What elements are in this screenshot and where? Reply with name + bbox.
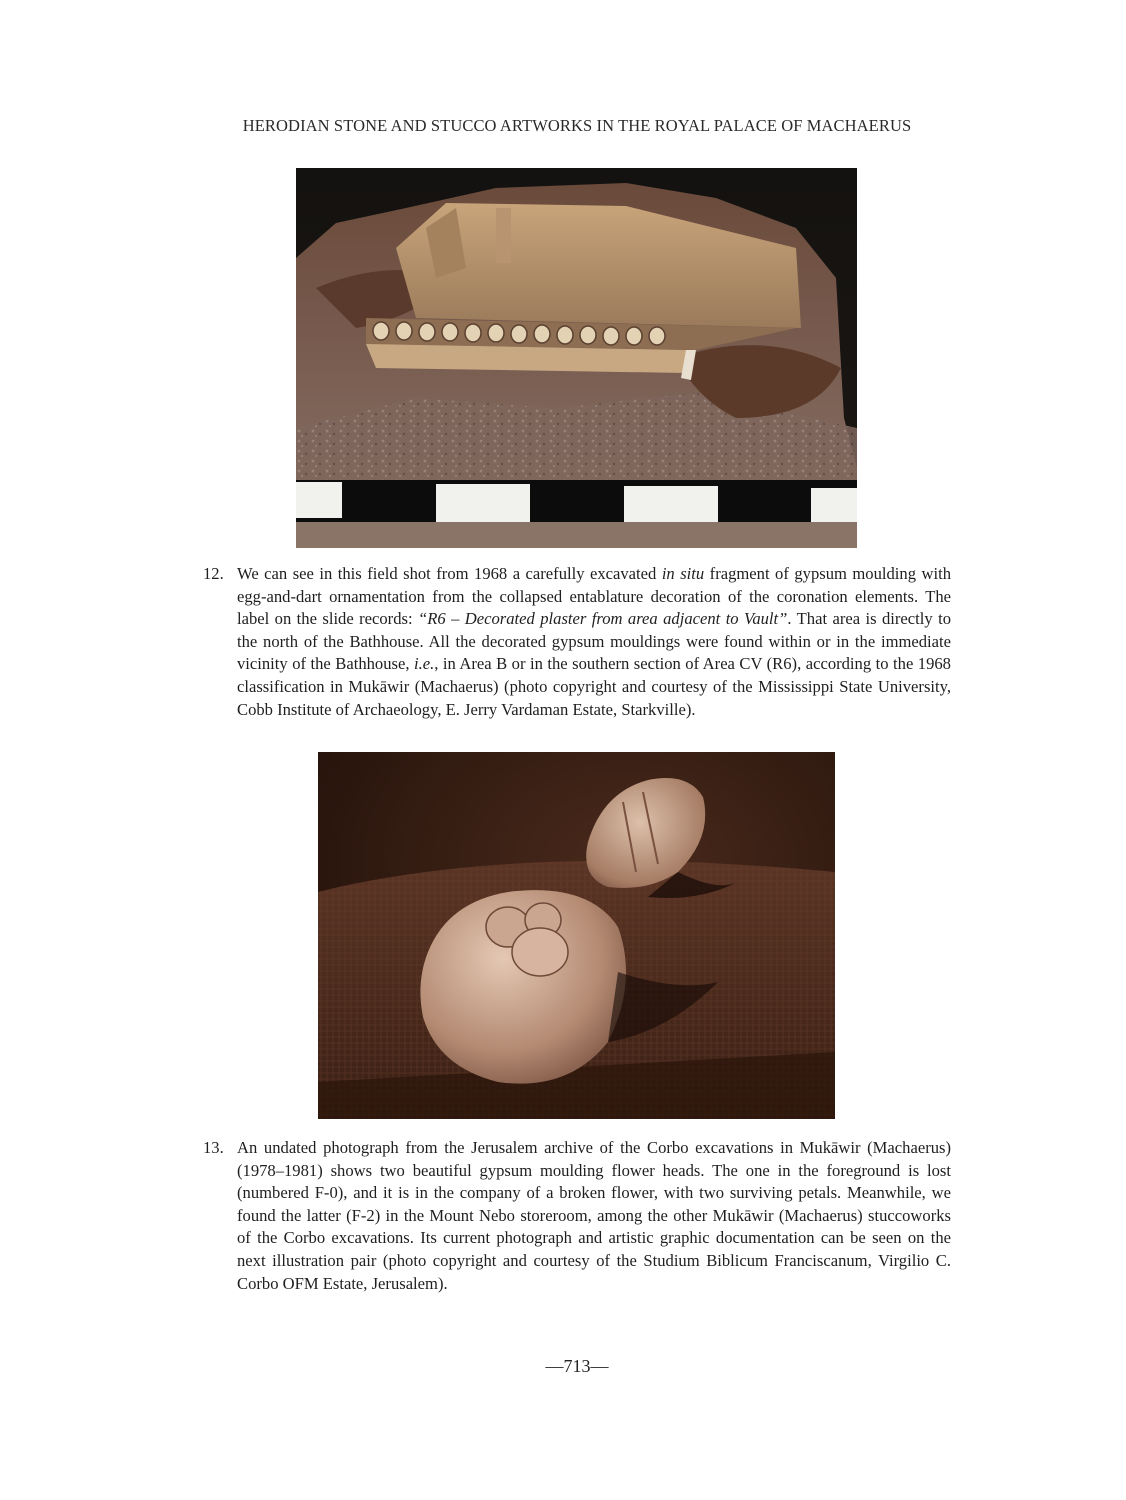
caption-text-segment: fragment of gypsum moulding with egg-and-dart ornamentation from the collapsed entablature decoration of the coronation elements. The label on the slide records: [237, 564, 952, 629]
caption-italic-term: i.e. [413, 654, 435, 674]
caption-text-segment: , in Area B or in the southern section of Area CV (R6), according to the 1968 classification in Mukāwir (Machaerus) (photo copyright and courtesy of the Mississippi State University, Cobb Institute of Archaeology, E. Jerry Vardaman Estate, Starkville). [237, 654, 951, 719]
caption-text-segment: . That area is directly to the north of the Bathhouse. All the decorated gypsum mouldings were found within or in the immediate vicinity of the Bathhouse, [237, 609, 952, 674]
caption-text-segment: We can see in this field shot from 1968 a carefully excavated [237, 564, 662, 583]
figure-12-caption [203, 563, 951, 721]
figure-13-number: 13. [203, 1138, 224, 1157]
figure-13-photo [318, 752, 835, 1119]
page-number: —713— [545, 1356, 609, 1376]
figure-12-caption-text [237, 563, 951, 721]
caption-italic-quote: “R6 – Decorated plaster from area adjacent to Vault” [418, 609, 788, 629]
running-header: HERODIAN STONE AND STUCCO ARTWORKS IN THE ROYAL PALACE OF MACHAERUS [242, 116, 912, 135]
figure-13-caption [203, 1137, 951, 1295]
caption-italic-term: in situ [661, 564, 705, 583]
figure-12-photo [296, 168, 857, 548]
figure-12-number: 12. [203, 564, 224, 583]
figure-13-caption-text: An undated photograph from the Jerusalem archive of the Corbo excavations in Mukāwir (Machaerus) (1978–1981) shows two beautiful gypsum moulding flower heads. The one in the foreground is lost (numbered F-0), and it is in the company of a broken flower, with two surviving petals. Meanwhile, we found the latter (F-2) in the Mount Nebo storeroom, among the other Mukāwir (Machaerus) stuccoworks of the Corbo excavations. Its current photograph and artistic graphic documentation can be seen on the next illustration pair (photo copyright and courtesy of the Studium Biblicum Franciscanum, Virgilio C. Corbo OFM Estate, Jerusalem). [237, 1138, 951, 1293]
